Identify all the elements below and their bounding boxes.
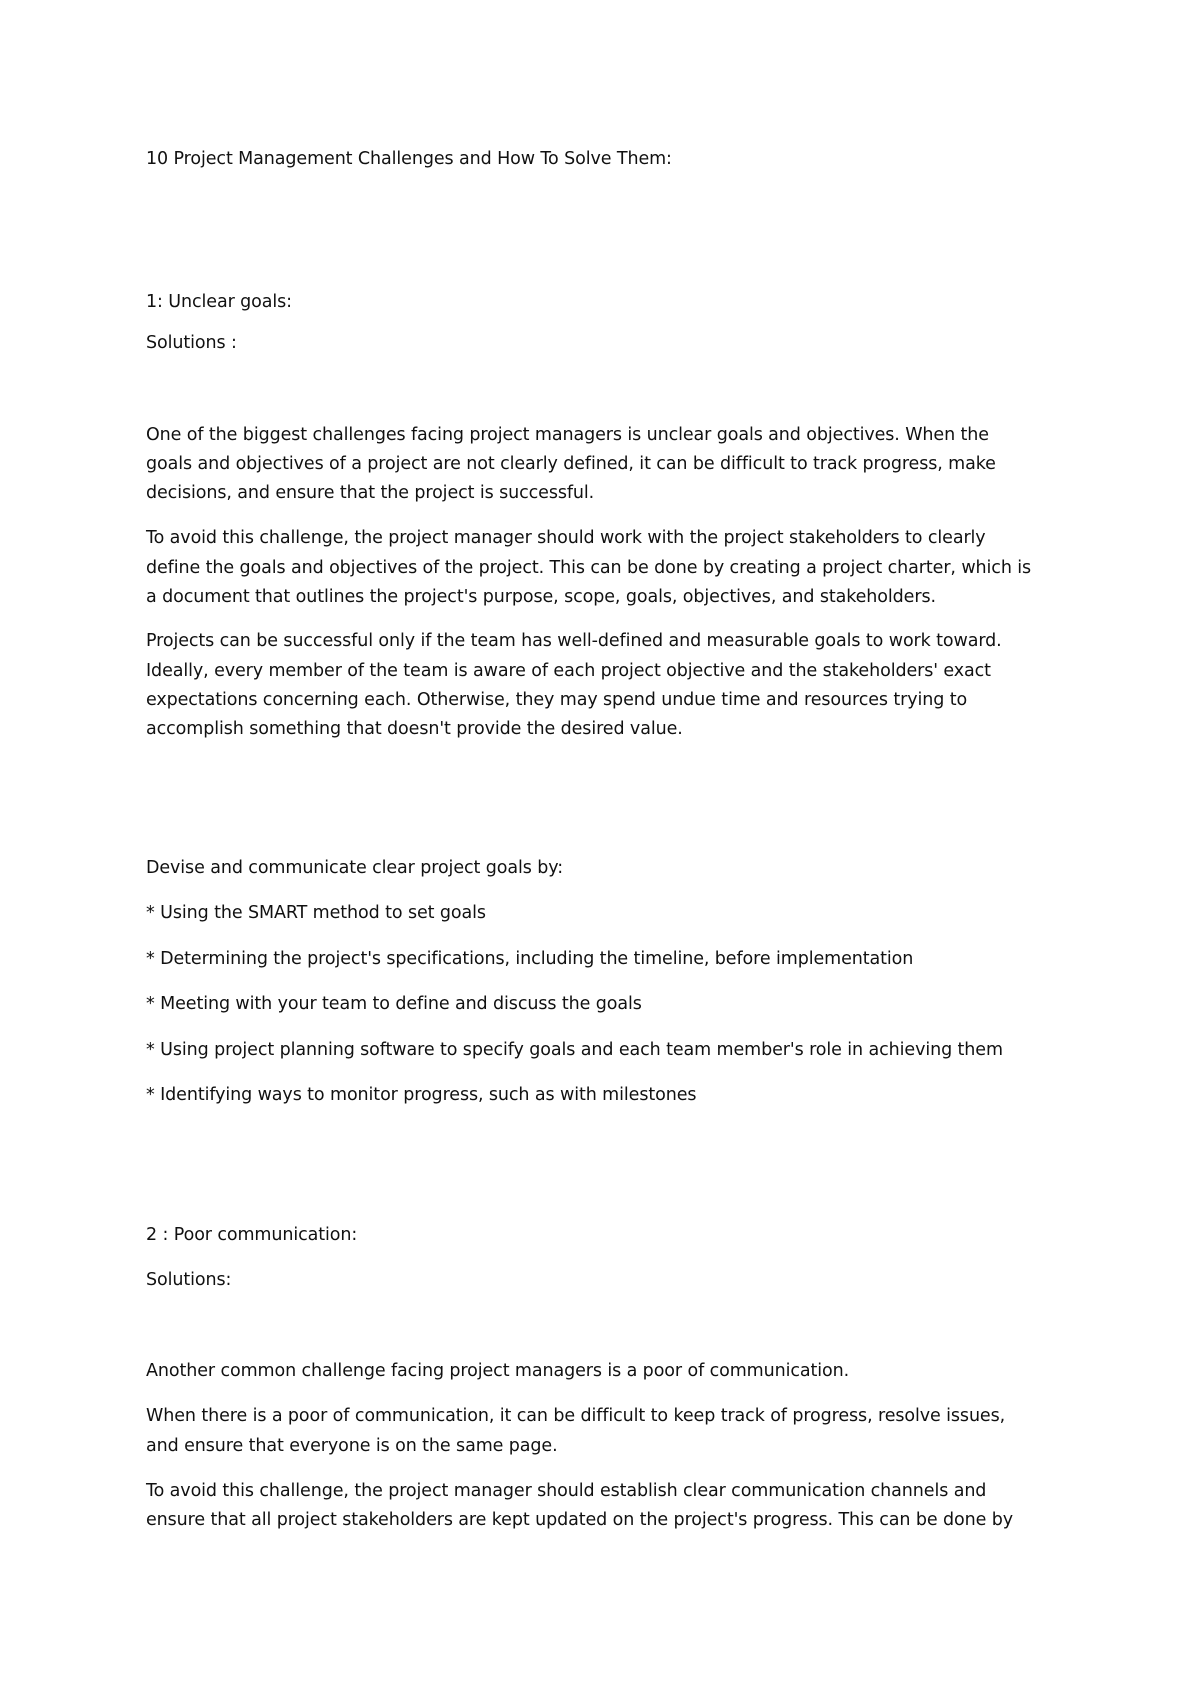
- list-item: * Using project planning software to specify goals and each team member's role in achieving them: [146, 1040, 1003, 1060]
- list-item: * Identifying ways to monitor progress, such as with milestones: [146, 1085, 697, 1105]
- paragraph-line: ensure that all project stakeholders are kept updated on the project's progress. This can be done by: [146, 1510, 1014, 1530]
- paragraph-line: a document that outlines the project's purpose, scope, goals, objectives, and stakeholders.: [146, 587, 936, 607]
- paragraph-line: expectations concerning each. Otherwise, they may spend undue time and resources trying to: [146, 690, 968, 710]
- section-heading-poor-communication: 2 : Poor communication:: [146, 1225, 358, 1245]
- document-title: 10 Project Management Challenges and How To Solve Them:: [146, 149, 672, 169]
- paragraph-line: Another common challenge facing project managers is a poor of communication.: [146, 1361, 850, 1381]
- paragraph-line: One of the biggest challenges facing project managers is unclear goals and objectives. When the: [146, 425, 989, 445]
- paragraph-line: and ensure that everyone is on the same page.: [146, 1436, 558, 1456]
- paragraph-line: To avoid this challenge, the project manager should establish clear communication channels and: [146, 1481, 987, 1501]
- list-item: * Using the SMART method to set goals: [146, 903, 486, 923]
- list-item: * Determining the project's specifications, including the timeline, before implementation: [146, 949, 914, 969]
- list-intro: Devise and communicate clear project goals by:: [146, 858, 563, 878]
- section-heading-unclear-goals: 1: Unclear goals:: [146, 292, 292, 312]
- paragraph-line: define the goals and objectives of the project. This can be done by creating a project charter, which is: [146, 558, 1032, 578]
- paragraph-line: To avoid this challenge, the project manager should work with the project stakeholders to clearly: [146, 528, 986, 548]
- paragraph-line: accomplish something that doesn't provide the desired value.: [146, 719, 683, 739]
- paragraph-line: goals and objectives of a project are not clearly defined, it can be difficult to track progress, make: [146, 454, 996, 474]
- paragraph-line: Ideally, every member of the team is aware of each project objective and the stakeholders' exact: [146, 661, 991, 681]
- paragraph-line: decisions, and ensure that the project is successful.: [146, 483, 595, 503]
- paragraph-line: Projects can be successful only if the team has well-defined and measurable goals to work toward.: [146, 631, 1002, 651]
- solutions-label: Solutions :: [146, 333, 237, 353]
- list-item: * Meeting with your team to define and discuss the goals: [146, 994, 642, 1014]
- paragraph-line: When there is a poor of communication, it can be difficult to keep track of progress, resolve issues,: [146, 1406, 1006, 1426]
- solutions-label: Solutions:: [146, 1270, 232, 1290]
